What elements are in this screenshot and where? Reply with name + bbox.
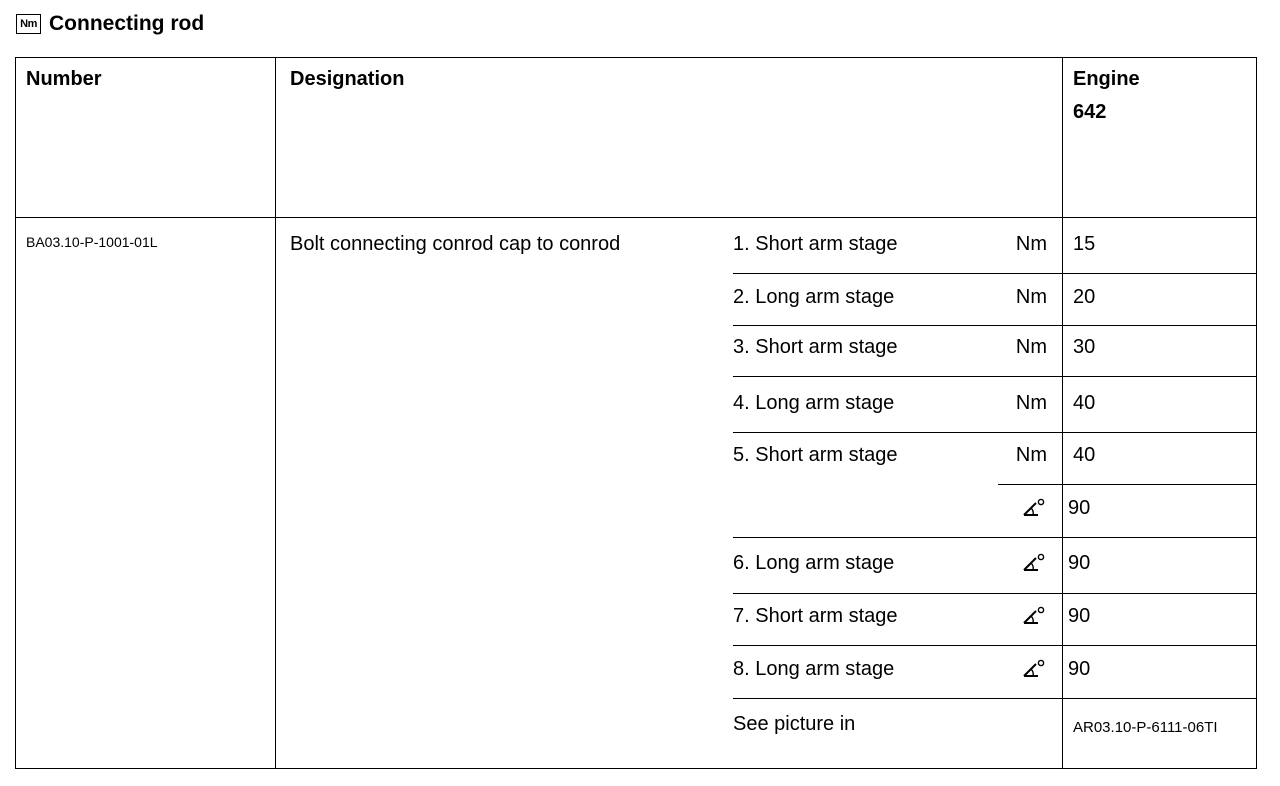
stage-value: 90 <box>1068 552 1091 574</box>
stage-label: 4. Long arm stage <box>733 392 895 414</box>
angle-icon <box>1022 497 1046 519</box>
row-divider <box>733 432 1257 433</box>
angle-icon <box>1022 605 1046 627</box>
stage-label: 2. Long arm stage <box>733 286 895 308</box>
see-picture-reference[interactable]: AR03.10-P-6111-06TI <box>1073 719 1218 736</box>
header-number: Number <box>26 68 102 90</box>
stage-value: 90 <box>1068 658 1091 680</box>
row-divider <box>733 537 1257 538</box>
angle-icon <box>1022 658 1046 680</box>
stage-label: 1. Short arm stage <box>733 233 898 255</box>
row-divider <box>733 325 1257 326</box>
stage-label: 3. Short arm stage <box>733 336 898 358</box>
stage-value: 40 <box>1073 392 1096 414</box>
stage-value: 40 <box>1073 444 1096 466</box>
stage-unit: Nm <box>1015 286 1047 308</box>
stage-label: 8. Long arm stage <box>733 658 895 680</box>
stage-unit: Nm <box>1015 336 1047 358</box>
stage-value: 15 <box>1073 233 1096 255</box>
stage-value: 90 <box>1068 605 1091 627</box>
header-engine: Engine <box>1073 68 1140 90</box>
row-number: BA03.10-P-1001-01L <box>26 234 158 250</box>
page-title <box>16 12 204 36</box>
stage-label: 6. Long arm stage <box>733 552 895 574</box>
angle-icon <box>1022 552 1046 574</box>
row-divider <box>733 645 1257 646</box>
column-divider-engine <box>1062 57 1063 769</box>
see-picture-label: See picture in <box>733 713 856 735</box>
row-designation: Bolt connecting conrod cap to conrod <box>290 233 621 255</box>
nm-torque-icon: Nm <box>16 14 41 34</box>
header-designation: Designation <box>290 68 405 90</box>
stage-unit: Nm <box>1015 233 1047 255</box>
column-divider-number <box>275 57 276 769</box>
row-divider <box>733 376 1257 377</box>
stage-value: 20 <box>1073 286 1096 308</box>
stage-unit: Nm <box>1015 392 1047 414</box>
stage-label: 7. Short arm stage <box>733 605 898 627</box>
stage-value: 30 <box>1073 336 1096 358</box>
header-engine-model: 642 <box>1073 101 1107 123</box>
stage-value: 90 <box>1068 497 1091 519</box>
row-divider <box>733 593 1257 594</box>
row-divider <box>733 273 1257 274</box>
stage-label: 5. Short arm stage <box>733 444 898 466</box>
page-title-text: Connecting rod <box>49 12 205 35</box>
header-divider <box>15 217 1257 218</box>
row-divider <box>733 698 1257 699</box>
stage-unit: Nm <box>1015 444 1047 466</box>
row-divider <box>998 484 1257 485</box>
